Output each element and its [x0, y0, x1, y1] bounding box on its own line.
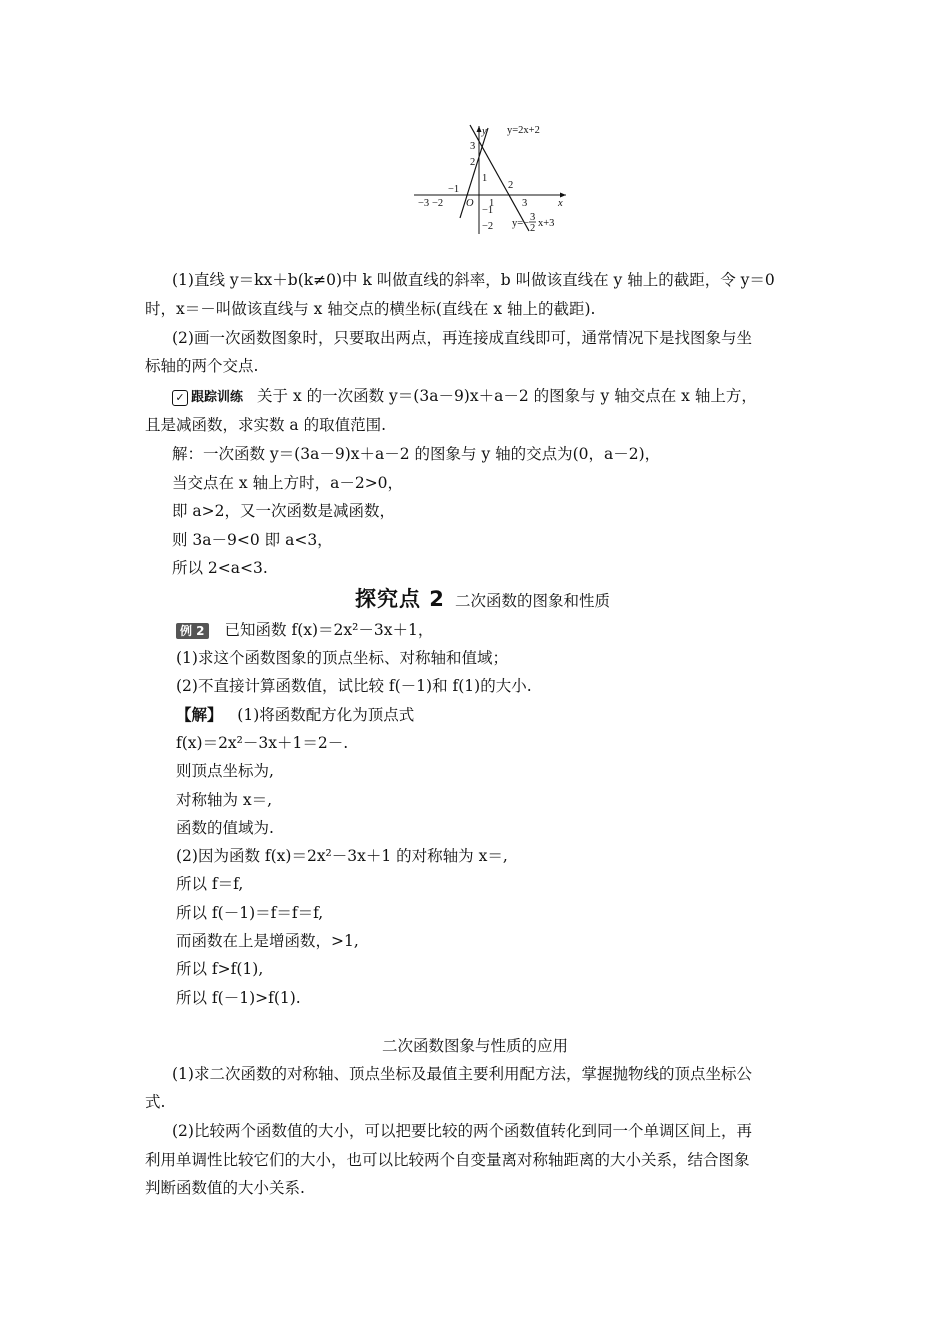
graph-axis-x: x	[558, 198, 563, 209]
note2-line-a: (2)画一次函数图象时，只要取出两点，再连接成直线即可，通常情况下是找图象与坐	[172, 329, 752, 347]
graph-label-line2-suffix: x+3	[538, 218, 555, 229]
follow-solution-line: 则 3a－9<0 即 a<3，	[172, 531, 333, 549]
graph-tick-x: 2	[508, 180, 514, 191]
graph-tick-x: −1	[448, 184, 460, 195]
linear-functions-graph	[410, 122, 570, 240]
summary-p2-c: 判断函数值的大小关系.	[145, 1179, 305, 1197]
graph-tick-y: 1	[482, 173, 488, 184]
solution-label: 【解】	[176, 705, 223, 724]
graph-origin: O	[466, 198, 474, 209]
example-stem: 已知函数 f(x)＝2x²－3x＋1，	[224, 621, 434, 639]
summary-p2-b: 利用单调性比较它们的大小，也可以比较两个自变量离对称轴距离的大小关系，结合图象	[145, 1151, 750, 1169]
example-solution-line: f(x)＝2x²－3x＋1＝2－.	[176, 734, 349, 752]
example-solution-line: 所以 f＝f,	[176, 875, 244, 893]
summary-p1-a: (1)求二次函数的对称轴、顶点坐标及最值主要利用配方法，掌握抛物线的顶点坐标公	[172, 1065, 752, 1083]
example-solution-line: 所以 f>f(1),	[176, 960, 264, 978]
y-axis-arrow	[477, 126, 482, 132]
graph-label-line2-den: 2	[530, 223, 536, 234]
section-subtitle: 二次函数的图象和性质	[454, 592, 610, 610]
follow-text-a: 关于 x 的一次函数 y＝(3a－9)x＋a－2 的图象与 y 轴交点在 x 轴上方，	[257, 387, 757, 405]
note1-line-b: 时，x＝－叫做该直线与 x 轴交点的横坐标(直线在 x 轴上的截距).	[145, 300, 596, 318]
graph-tick-x: 1	[489, 198, 495, 209]
graph-label-line2-prefix: y=−	[512, 218, 530, 229]
note1-line-a: (1)直线 y＝kx＋b(k≠0)中 k 叫做直线的斜率，b 叫做该直线在 y 轴上的截距，令 y＝0	[172, 271, 775, 289]
follow-solution-line: 解：一次函数 y＝(3a－9)x＋a－2 的图象与 y 轴的交点为(0，a－2)，	[172, 445, 661, 463]
follow-line-b: 且是减函数，求实数 a 的取值范围.	[145, 416, 387, 434]
graph-svg	[410, 122, 570, 240]
summary-p1-b: 式.	[145, 1093, 166, 1111]
check-icon: ✓	[172, 390, 188, 406]
follow-solution-line: 当交点在 x 轴上方时，a－2>0，	[172, 474, 404, 492]
example-solution-line: 所以 f(－1)＝f＝f＝f,	[176, 904, 324, 922]
example-solution-line: 所以 f(－1)>f(1).	[176, 989, 301, 1007]
follow-solution-line: 即 a>2，又一次函数是减函数，	[172, 502, 396, 520]
graph-tick-y: 3	[470, 141, 476, 152]
summary-p2-a: (2)比较两个函数值的大小，可以把要比较的两个函数值转化到同一个单调区间上，再	[172, 1122, 752, 1140]
note2-line-b: 标轴的两个交点.	[145, 357, 259, 375]
graph-tick-x: −2	[432, 198, 444, 209]
x-axis-arrow	[560, 193, 566, 198]
summary-title: 二次函数图象与性质的应用	[381, 1037, 568, 1055]
graph-tick-y: −2	[482, 221, 494, 232]
example-solution-line: 函数的值域为.	[176, 819, 274, 837]
example-q1: (1)求这个函数图象的顶点坐标、对称轴和值域；	[176, 649, 508, 667]
example-stem-line	[176, 620, 433, 640]
graph-label-line1: y=2x+2	[507, 125, 540, 136]
graph-tick-x: 3	[522, 198, 528, 209]
example-solution-line: (2)因为函数 f(x)＝2x²－3x＋1 的对称轴为 x＝,	[176, 847, 508, 865]
example-solution-first: 【解】 (1)将函数配方化为顶点式	[176, 705, 415, 724]
section-title: 探究点 2	[355, 587, 445, 611]
example-solution-line: 对称轴为 x＝,	[176, 791, 273, 809]
example-solution-line: 而函数在上是增函数，>1,	[176, 932, 359, 950]
section-heading	[355, 583, 610, 613]
example-solution-line: 则顶点坐标为,	[176, 762, 274, 780]
follow-badge: ✓ 跟踪训练	[172, 388, 243, 408]
follow-line-a	[172, 386, 757, 408]
follow-solution-line: 所以 2<a<3.	[172, 559, 268, 577]
graph-axis-y: y	[482, 126, 487, 137]
example-badge: 例 2	[176, 623, 209, 639]
graph-label-line2-num: 3	[530, 212, 536, 223]
graph-tick-y: 2	[470, 157, 476, 168]
graph-tick-y: −1	[482, 205, 494, 216]
graph-tick-x: −3	[418, 198, 430, 209]
example-q2: (2)不直接计算函数值，试比较 f(－1)和 f(1)的大小.	[176, 677, 532, 695]
